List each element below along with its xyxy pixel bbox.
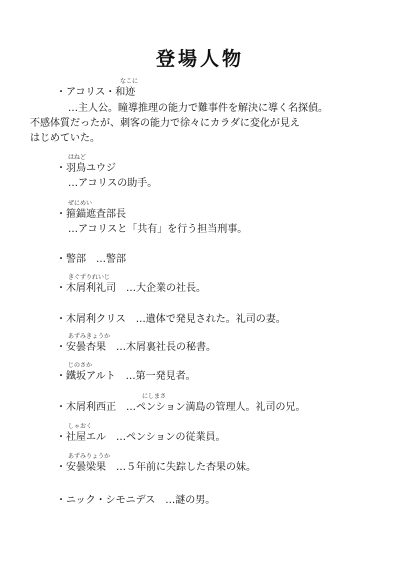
character-entry: [56, 453, 376, 475]
character-name: ・アコリス・和迹: [56, 87, 136, 98]
character-name: ・木屑利クリス …遺体で発見された。礼司の妻。: [56, 314, 286, 325]
character-name: ・ニック・シモニデス …謎の男。: [56, 495, 216, 506]
character-name: ・警部 …警部: [56, 254, 126, 265]
ruby-reading: はねど: [68, 154, 87, 161]
character-description: …アコリスの助手。: [68, 178, 158, 189]
character-name: ・木屑利西正 …ペンション満島の管理人。礼司の兄。: [56, 402, 306, 413]
ruby-reading: あずみきょうか: [68, 333, 111, 340]
character-entry: [56, 274, 376, 296]
character-entry: [56, 200, 376, 237]
ruby-reading: きぐずりれいじ: [68, 274, 111, 281]
character-description: [30, 101, 356, 146]
character-entry: [56, 393, 376, 415]
character-name: ・安曇梁果 …５年前に失踪した杏果の妹。: [56, 462, 256, 473]
character-entry: [56, 362, 376, 384]
character-name: ・社屋エル …ペンションの従業員。: [56, 432, 226, 443]
ruby-reading: にしまさ: [142, 393, 167, 400]
ruby-reading: ぜにめい: [68, 200, 93, 207]
page-title: 登場人物: [155, 48, 244, 70]
character-entry: [56, 154, 376, 191]
character-entry: [56, 494, 376, 508]
ruby-reading: じのさか: [68, 362, 93, 369]
character-entry: [56, 313, 376, 327]
character-name: ・木屑利礼司 …大企業の社長。: [56, 283, 206, 294]
character-description: …アコリスと「共有」を行う担当刑事。: [68, 224, 248, 235]
character-name: ・鐵坂アルト …第一発見者。: [56, 371, 196, 382]
ruby-reading: あずみりょうか: [68, 453, 111, 460]
character-name: ・羽鳥ユウジ: [56, 163, 116, 174]
description-line: はじめていた。: [30, 133, 100, 144]
description-line: …主人公。瞳導推理の能力で難事件を解決に導く名探偵。: [68, 103, 328, 114]
ruby-reading: なこに: [120, 78, 139, 85]
ruby-reading: しゃおく: [68, 423, 93, 430]
character-entry: [56, 78, 376, 100]
character-entry: [56, 253, 376, 267]
character-name: ・箍錨遮査部長: [56, 209, 126, 220]
character-entry: [56, 423, 376, 445]
character-name: ・安曇杏果 …木屑裏社長の秘書。: [56, 342, 216, 353]
description-line: 不感体質だったが、刺客の能力で徐々にカラダに変化が見え: [30, 118, 300, 129]
character-entry: [56, 333, 376, 355]
